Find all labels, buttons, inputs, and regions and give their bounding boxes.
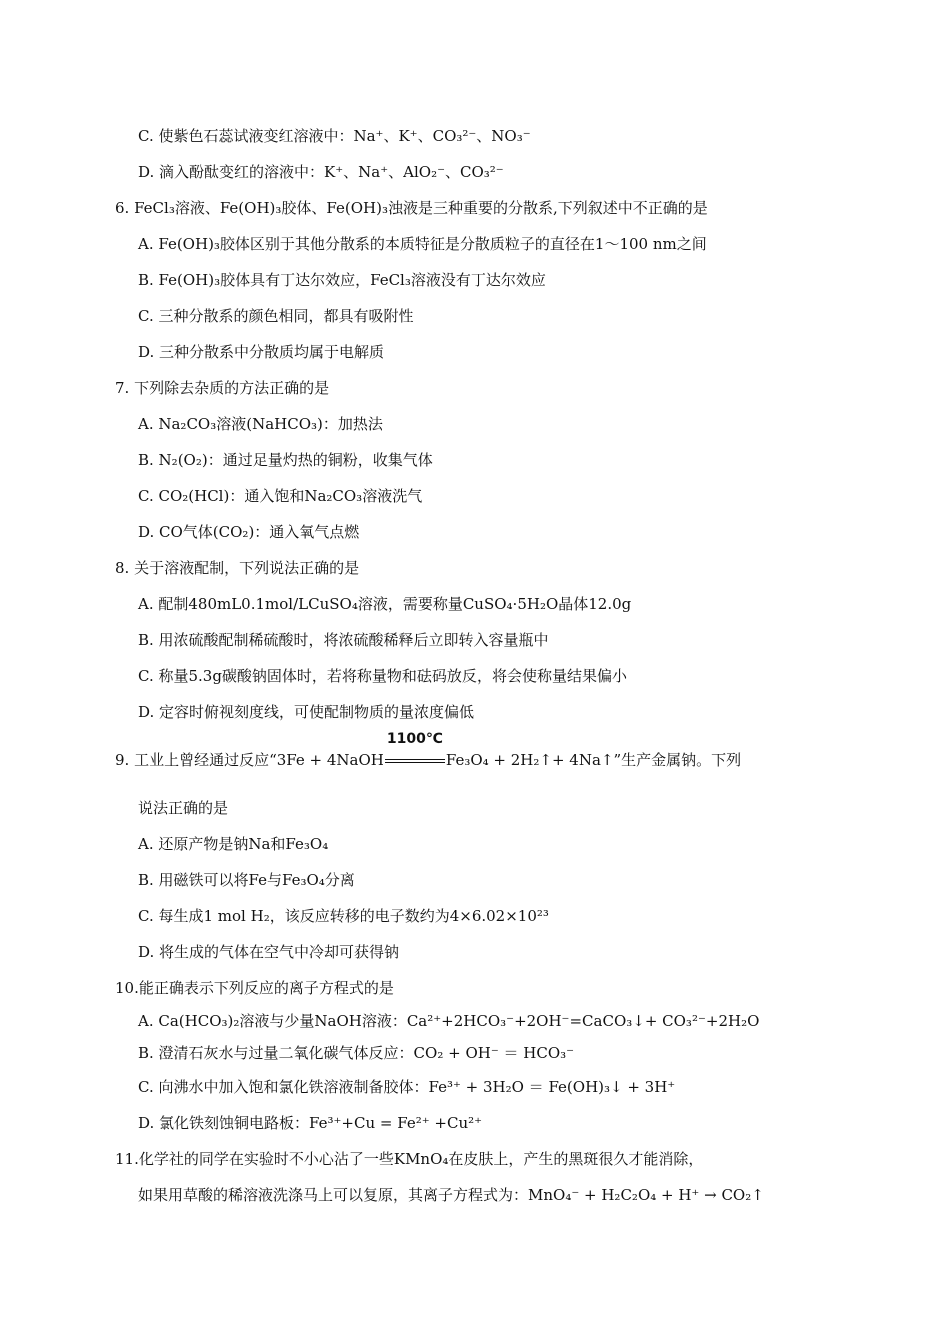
question-10: 10.能正确表示下列反应的离子方程式的是 (115, 979, 394, 997)
q8-option-b: B. 用浓硫酸配制稀硫酸时，将浓硫酸稀释后立即转入容量瓶中 (138, 631, 549, 649)
question-8: 8. 关于溶液配制，下列说法正确的是 (115, 559, 360, 577)
q6-option-a: A. Fe(OH)₃胶体区别于其他分散系的本质特征是分散质粒子的直径在1～100 nm之间 (138, 235, 707, 253)
q9-option-a: A. 还原产物是钠Na和Fe₃O₄ (138, 835, 329, 853)
q8-option-d: D. 定容时俯视刻度线，可使配制物质的量浓度偏低 (138, 703, 475, 721)
q5-option-c: C. 使紫色石蕊试液变红溶液中：Na⁺、K⁺、CO₃²⁻、NO₃⁻ (138, 127, 531, 145)
q7-option-a: A. Na₂CO₃溶液(NaHCO₃)：加热法 (138, 415, 383, 433)
reaction-condition: 1100℃ (386, 731, 443, 747)
q9-option-c: C. 每生成1 mol H₂，该反应转移的电子数约为4×6.02×10²³ (138, 907, 549, 925)
q9-continuation: 说法正确的是 (138, 799, 229, 817)
q5-option-d: D. 滴入酚酞变红的溶液中：K⁺、Na⁺、AlO₂⁻、CO₃²⁻ (138, 163, 504, 181)
equals-double-line (385, 759, 445, 763)
q10-option-b: B. 澄清石灰水与过量二氧化碳气体反应：CO₂ + OH⁻ ＝ HCO₃⁻ (138, 1044, 575, 1062)
q7-option-c: C. CO₂(HCl)：通入饱和Na₂CO₃溶液洗气 (138, 487, 423, 505)
reaction-condition-arrow (384, 731, 446, 770)
q6-option-d: D. 三种分散系中分散质均属于电解质 (138, 343, 385, 361)
q9-option-b: B. 用磁铁可以将Fe与Fe₃O₄分离 (138, 871, 355, 889)
q10-option-c: C. 向沸水中加入饱和氯化铁溶液制备胶体：Fe³⁺ + 3H₂O ＝ Fe(OH)₃↓ + 3H⁺ (138, 1078, 676, 1096)
question-7: 7. 下列除去杂质的方法正确的是 (115, 379, 330, 397)
question-11: 11.化学社的同学在实验时不小心沾了一些KMnO₄在皮肤上，产生的黑斑很久才能消除， (115, 1150, 704, 1168)
q11-continuation: 如果用草酸的稀溶液洗涤马上可以复原，其离子方程式为：MnO₄⁻ + H₂C₂O₄ + H⁺ → CO₂↑ (138, 1186, 764, 1204)
q9-text-end: Fe₃O₄ + 2H₂↑+ 4Na↑”生产金属钠。下列 (445, 751, 742, 769)
q9-option-d: D. 将生成的气体在空气中冷却可获得钠 (138, 943, 400, 961)
q8-option-c: C. 称量5.3g碳酸钠固体时，若将称量物和砝码放反，将会使称量结果偏小 (138, 667, 627, 685)
q8-option-a: A. 配制480mL0.1mol/LCuSO₄溶液，需要称量CuSO₄·5H₂O晶体12.0g (138, 595, 632, 613)
q10-option-a: A. Ca(HCO₃)₂溶液与少量NaOH溶液：Ca²⁺+2HCO₃⁻+2OH⁻=CaCO₃↓+ CO₃²⁻+2H₂O (138, 1012, 760, 1030)
question-9 (115, 731, 742, 770)
q7-option-b: B. N₂(O₂)：通过足量灼热的铜粉，收集气体 (138, 451, 433, 469)
question-6: 6. FeCl₃溶液、Fe(OH)₃胶体、Fe(OH)₃浊液是三种重要的分散系,下列叙述中不正确的是 (115, 199, 708, 217)
q6-option-c: C. 三种分散系的颜色相同，都具有吸附性 (138, 307, 414, 325)
q9-text-start: 9. 工业上曾经通过反应“3Fe + 4NaOH (115, 751, 384, 769)
q10-option-d: D. 氯化铁刻蚀铜电路板：Fe³⁺+Cu = Fe²⁺ +Cu²⁺ (138, 1114, 483, 1132)
q7-option-d: D. CO气体(CO₂)：通入氧气点燃 (138, 523, 360, 541)
q6-option-b: B. Fe(OH)₃胶体具有丁达尔效应，FeCl₃溶液没有丁达尔效应 (138, 271, 546, 289)
